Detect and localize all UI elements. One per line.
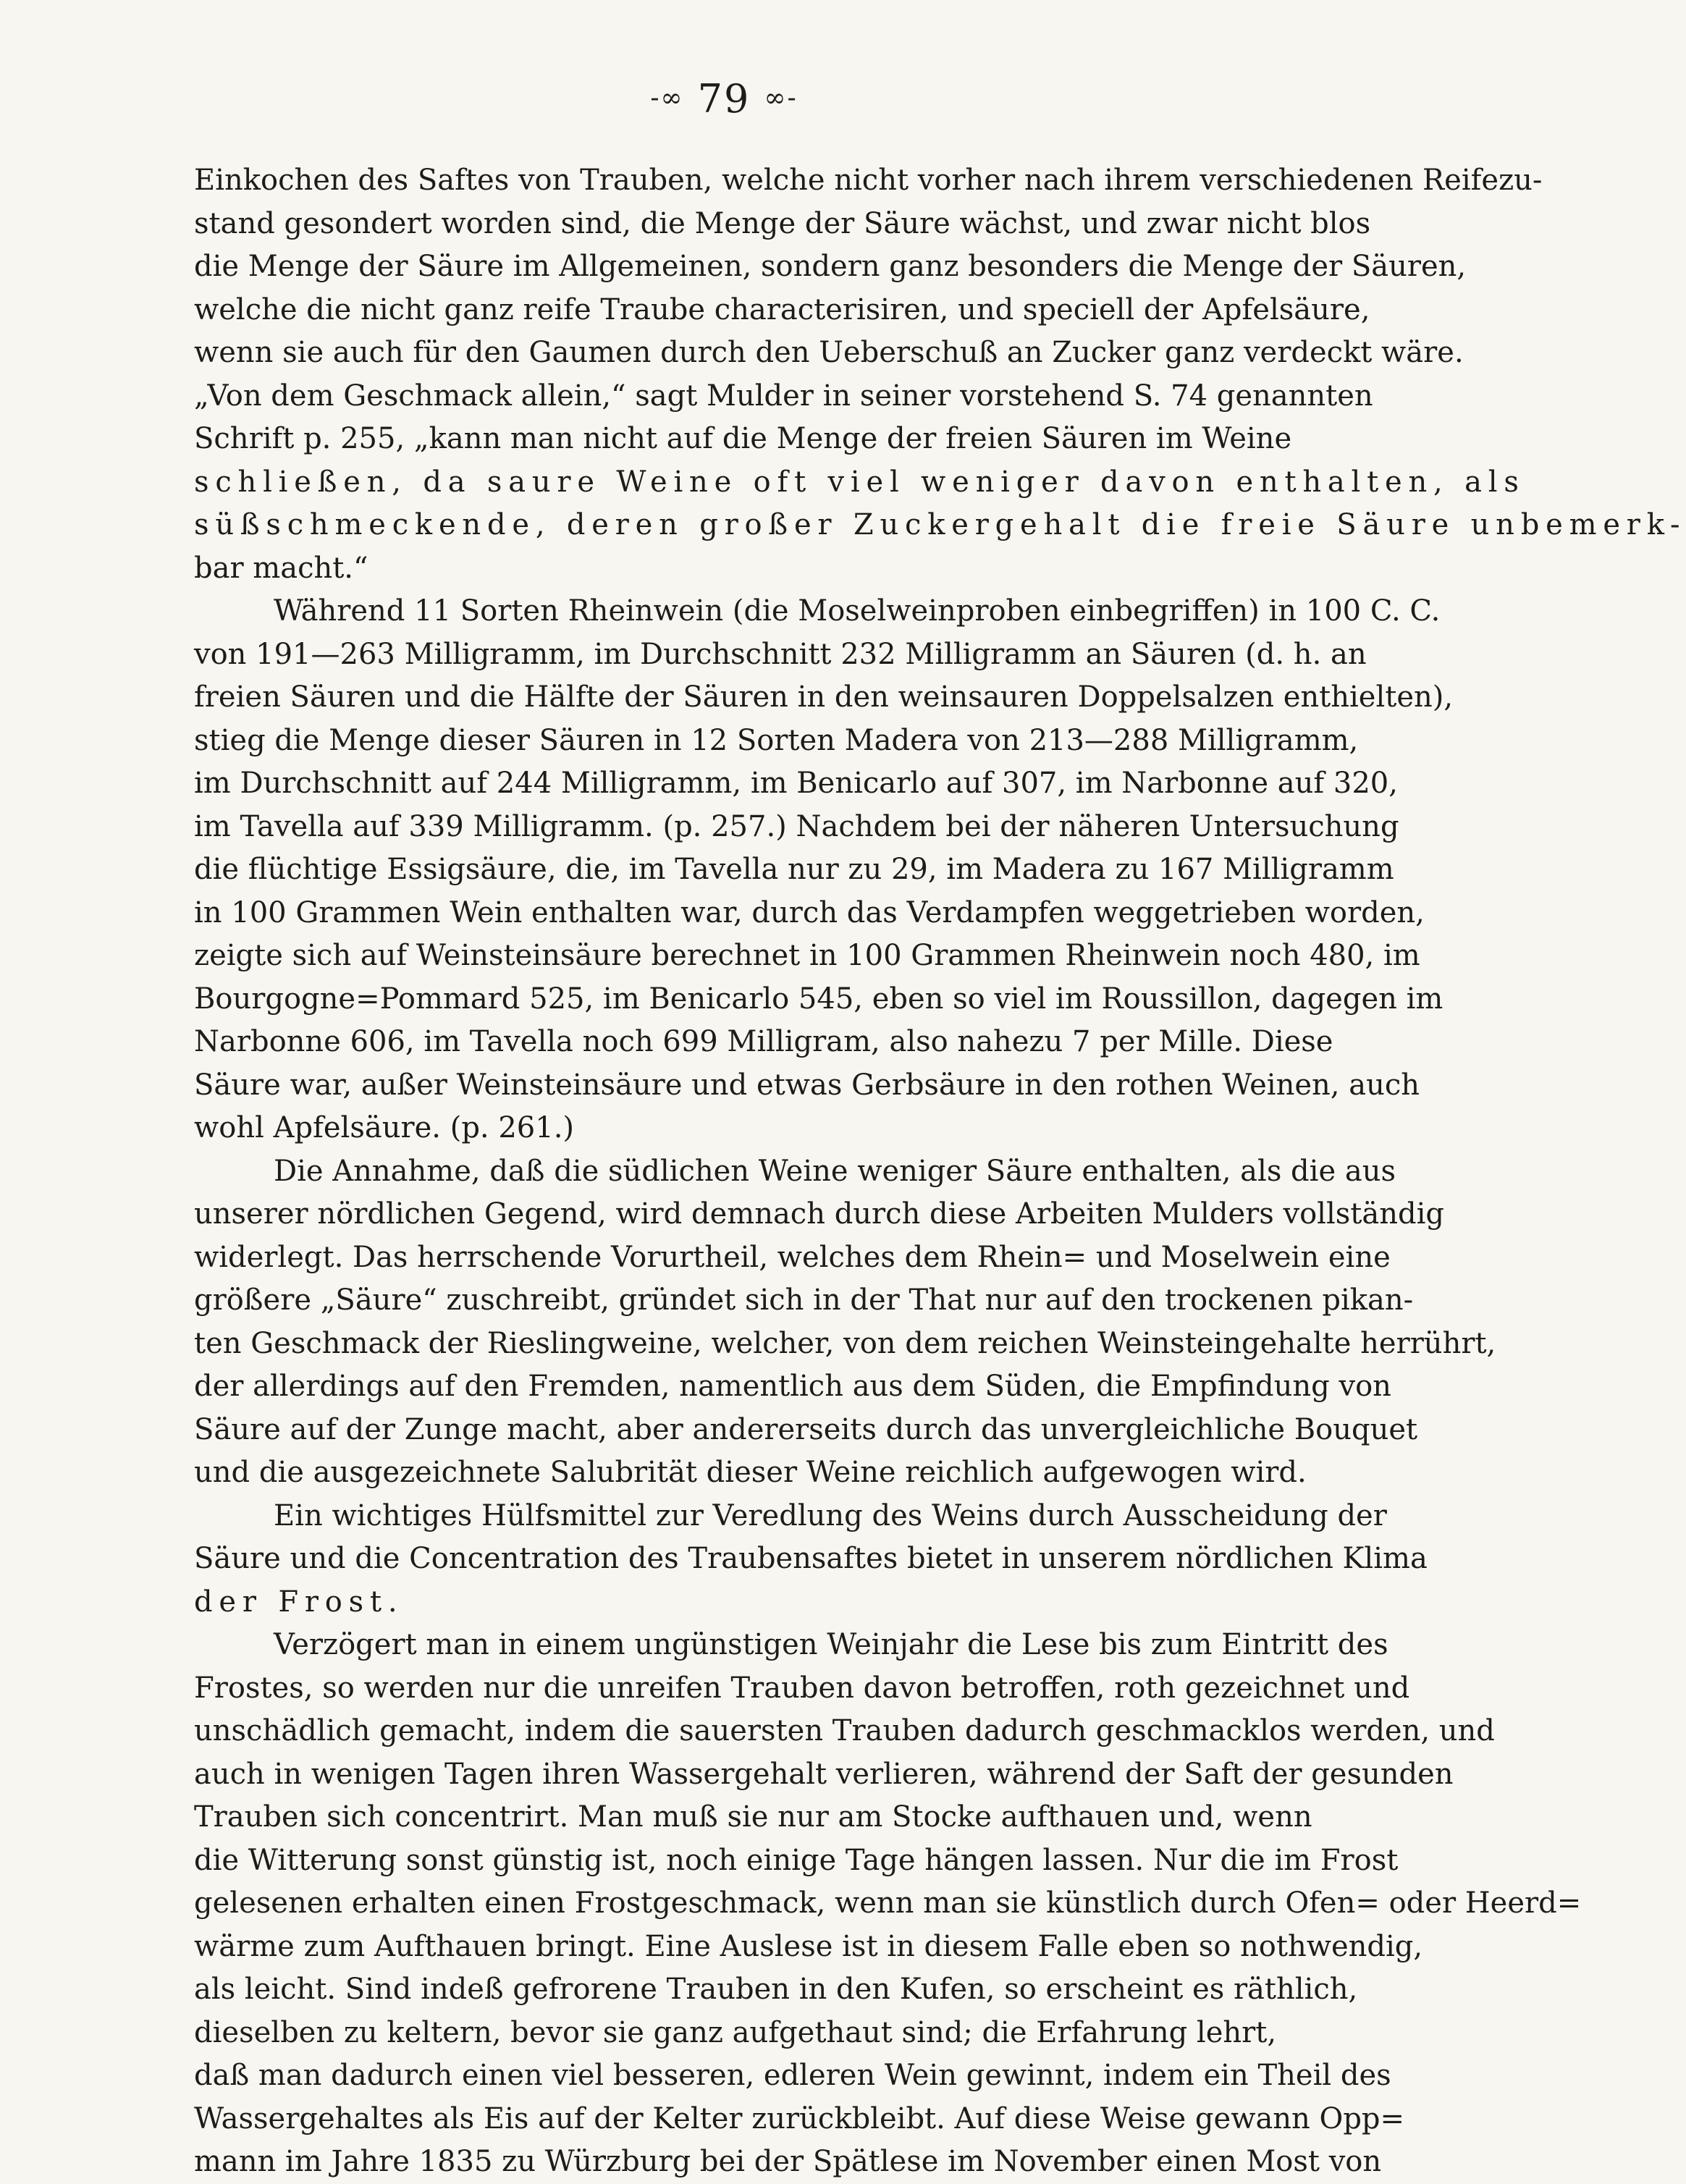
text-line: Säure und die Concentration des Traubensaftes bietet in unserem nördlichen Klima (194, 1542, 1428, 1575)
text-line: freien Säuren und die Hälfte der Säuren in den weinsauren Doppelsalzen enthielten), (194, 680, 1454, 714)
text-line: widerlegt. Das herrschende Vorurtheil, welches dem Rhein= und Moselwein eine (194, 1240, 1391, 1274)
text-line: gelesenen erhalten einen Frostgeschmack, wenn man sie künstlich durch Ofen= oder Heerd= (194, 1886, 1582, 1920)
text-line: Bourgogne=Pommard 525, im Benicarlo 545, eben so viel im Roussillon, dagegen im (194, 982, 1443, 1016)
text-line: ten Geschmack der Rieslingweine, welcher, von dem reichen Weinsteingehalte herrührt, (194, 1326, 1496, 1360)
text-line: daß man dadurch einen viel besseren, edleren Wein gewinnt, indem ein Theil des (194, 2059, 1391, 2092)
text-line: in 100 Grammen Wein enthalten war, durch das Verdampfen weggetrieben worden, (194, 895, 1425, 929)
text-line: Frostes, so werden nur die unreifen Trauben davon betroffen, roth gezeichnet und (194, 1671, 1410, 1705)
text-line: Wassergehaltes als Eis auf der Kelter zurückbleibt. Auf diese Weise gewann Opp= (194, 2101, 1405, 2135)
text-line: Verzögert man in einem ungünstigen Weinjahr die Lese bis zum Eintritt des (274, 1628, 1388, 1661)
text-line: welche die nicht ganz reife Traube characterisiren, und speciell der Apfelsäure, (194, 292, 1370, 326)
text-line: der allerdings auf den Fremden, namentlich aus dem Süden, die Empfindung von (194, 1370, 1391, 1403)
text-line: auch in wenigen Tagen ihren Wassergehalt verlieren, während der Saft der gesunden (194, 1757, 1454, 1791)
text-line: Die Annahme, daß die südlichen Weine weniger Säure enthalten, als die aus (274, 1154, 1396, 1188)
text-line: Säure war, außer Weinsteinsäure und etwas Gerbsäure in den rothen Weinen, auch (194, 1068, 1420, 1102)
text-line: stieg die Menge dieser Säuren in 12 Sorten Madera von 213—288 Milligramm, (194, 723, 1359, 757)
text-line: Narbonne 606, im Tavella noch 699 Milligram, also nahezu 7 per Mille. Diese (194, 1025, 1333, 1058)
text-line: die flüchtige Essigsäure, die, im Tavella nur zu 29, im Madera zu 167 Milligramm (194, 853, 1394, 886)
text-line: die Witterung sonst günstig ist, noch einige Tage hängen lassen. Nur die im Frost (194, 1843, 1399, 1877)
text-line: wenn sie auch für den Gaumen durch den Ueberschuß an Zucker ganz verdeckt wäre. (194, 336, 1464, 369)
text-line: Ein wichtiges Hülfsmittel zur Veredlung des Weins durch Ausscheidung der (274, 1498, 1387, 1532)
text-line: stand gesondert worden sind, die Menge der Säure wächst, und zwar nicht blos (194, 206, 1371, 240)
text-line: Trauben sich concentrirt. Man muß sie nur am Stocke aufthauen und, wenn (194, 1800, 1312, 1834)
text-line: die Menge der Säure im Allgemeinen, sondern ganz besonders die Menge der Säuren, (194, 250, 1467, 283)
text-line: von 191—263 Milligramm, im Durchschnitt 232 Milligramm an Säuren (d. h. an (194, 637, 1367, 671)
text-line: Einkochen des Saftes von Trauben, welche nicht vorher nach ihrem verschiedenen Reifezu- (194, 164, 1543, 197)
text-line: im Tavella auf 339 Milligramm. (p. 257.) Nachdem bei der näheren Untersuchung (194, 809, 1399, 843)
text-line: der Frost. (194, 1585, 404, 1619)
text-line: größere „Säure“ zuschreibt, gründet sich in der That nur auf den trockenen pikan- (194, 1283, 1414, 1317)
text-line: im Durchschnitt auf 244 Milligramm, im Benicarlo auf 307, im Narbonne auf 320, (194, 767, 1398, 800)
text-line: schließen, da saure Weine oft viel weniger davon enthalten, als (194, 465, 1525, 499)
text-line: und die ausgezeichnete Salubrität dieser Weine reichlich aufgewogen wird. (194, 1456, 1307, 1489)
text-line: wohl Apfelsäure. (p. 261.) (194, 1111, 575, 1144)
text-line: dieselben zu keltern, bevor sie ganz aufgethaut sind; die Erfahrung lehrt, (194, 2015, 1277, 2049)
text-line: unschädlich gemacht, indem die sauersten Trauben dadurch geschmacklos werden, und (194, 1714, 1495, 1747)
text-line: wärme zum Aufthauen bringt. Eine Auslese ist in diesem Falle eben so nothwendig, (194, 1929, 1423, 1963)
text-line: bar macht.“ (194, 551, 368, 585)
text-line: als leicht. Sind indeß gefrorene Trauben in den Kufen, so erscheint es räthlich, (194, 1973, 1358, 2006)
page-number (0, 76, 1448, 122)
right-ornament-icon: ∞- (764, 83, 798, 113)
text-line: süßschmeckende, deren großer Zuckergehalt die freie Säure unbemerk- (194, 508, 1686, 541)
text-line: „Von dem Geschmack allein,“ sagt Mulder in seiner vorstehend S. 74 genannten (194, 379, 1373, 413)
text-line: Schrift p. 255, „kann man nicht auf die Menge der freien Säuren im Weine (194, 422, 1292, 455)
page-number-value: 79 (697, 76, 751, 122)
text-line: unserer nördlichen Gegend, wird demnach durch diese Arbeiten Mulders vollständig (194, 1197, 1444, 1231)
body-text (194, 159, 1686, 2184)
text-line: Während 11 Sorten Rheinwein (die Moselweinproben einbegriffen) in 100 C. C. (274, 594, 1441, 628)
text-line: zeigte sich auf Weinsteinsäure berechnet in 100 Grammen Rheinwein noch 480, im (194, 939, 1420, 972)
text-line: Säure auf der Zunge macht, aber andererseits durch das unvergleichliche Bouquet (194, 1412, 1418, 1446)
text-line: mann im Jahre 1835 zu Würzburg bei der Spätlese im November einen Most von (194, 2145, 1382, 2178)
left-ornament-icon: -∞ (650, 83, 684, 113)
